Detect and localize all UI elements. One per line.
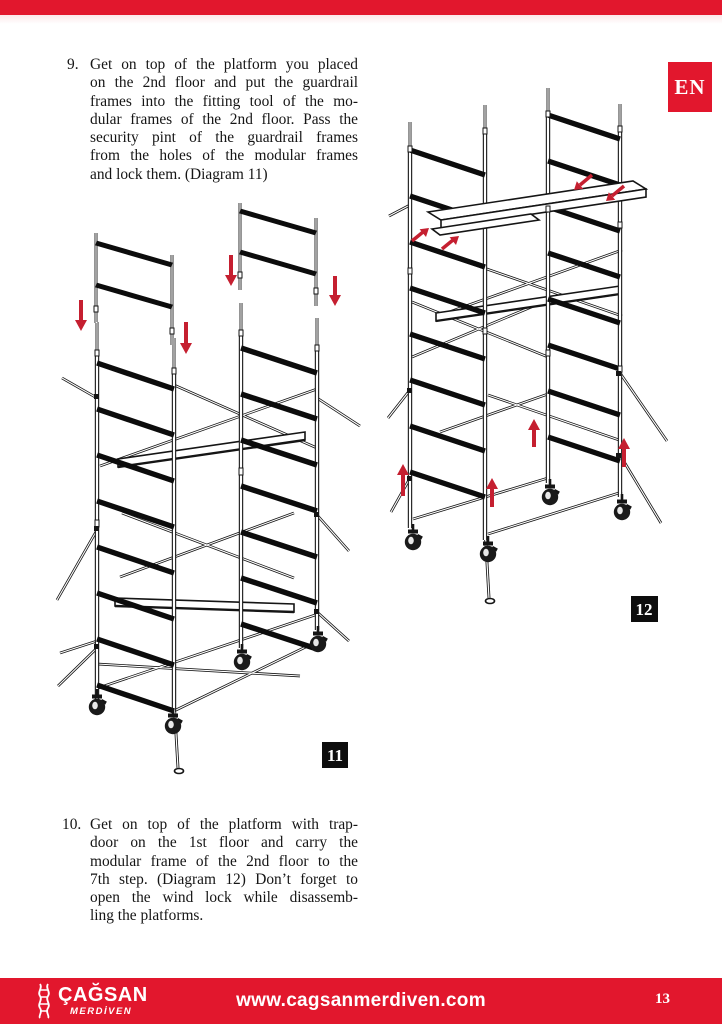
text-line: and lock them. (Diagram 11) [90,165,268,183]
tower-posts-inner [97,335,317,712]
post-tips [410,88,620,150]
brand-subtitle: MERDİVEN [70,1006,133,1018]
stabilizer-braces-inner [388,205,667,523]
text-line: modular frame of the 2nd floor to the [90,852,358,870]
step-9 [67,56,358,184]
page-number: 13 [655,991,670,1007]
text-line: from the holes of the modular frames [90,147,358,165]
fitting-stubs [96,203,317,374]
text-line: dular frames of the 2nd floor. Pass the [90,110,358,128]
top-bar-shadow [0,15,722,24]
caster-wheel [405,524,423,550]
text-line: frames into the fitting tool of the mo- [90,92,358,110]
text-line: ling the platforms. [90,907,204,925]
language-badge-label: EN [674,74,706,99]
diagram-12-scaffold-drawing [385,80,675,625]
footer-bar [0,978,722,1024]
step-10-text [90,816,358,926]
tube-collars [408,111,622,372]
caster-wheel [542,479,560,505]
ladder-logo-icon [36,983,53,1019]
guardrail-rails [96,211,316,307]
text-line: door on the 1st floor and carry the [90,834,358,852]
step-9-text [90,56,358,184]
post-tips-inner [410,88,620,150]
brand-logo [36,983,148,1019]
stabilizer-braces [388,205,667,523]
text-line: 7th step. (Diagram 12) Don’t forget to [90,870,358,888]
brand-name: ÇAĞSAN [58,984,148,1007]
text-line: open the wind lock while disassemb- [90,889,358,907]
website-url: www.cagsanmerdiven.com [236,990,486,1011]
leg-foot [175,769,184,774]
brand-text [58,985,148,1017]
text-line: security pint of the guardrail frames [90,129,358,147]
step-10 [62,816,358,926]
diagram-11-label: 11 [326,746,344,765]
caster-wheel [165,708,183,734]
diagram-11-scaffold-drawing [50,195,375,790]
caster-wheel [89,689,107,715]
top-red-bar [0,0,722,15]
text-line: on the 2nd floor and put the guardrail [90,74,358,92]
tower-posts [97,335,317,712]
front-frame-rungs [97,363,174,711]
text-line: Get on top of the platform with trap- [90,816,358,833]
step-10-number: 10. [62,816,82,833]
leg-foot [486,599,495,604]
caster-wheel [234,644,252,670]
caster-wheel [614,494,632,520]
text-line: Get on top of the platform you placed [90,56,358,73]
step-9-number: 9. [67,56,79,73]
caster-wheel [310,626,328,652]
fitting-stubs-inner [96,203,317,374]
caster-wheel [480,536,498,562]
front-frame-rungs [410,150,485,497]
diagram-12-label: 12 [635,600,653,619]
